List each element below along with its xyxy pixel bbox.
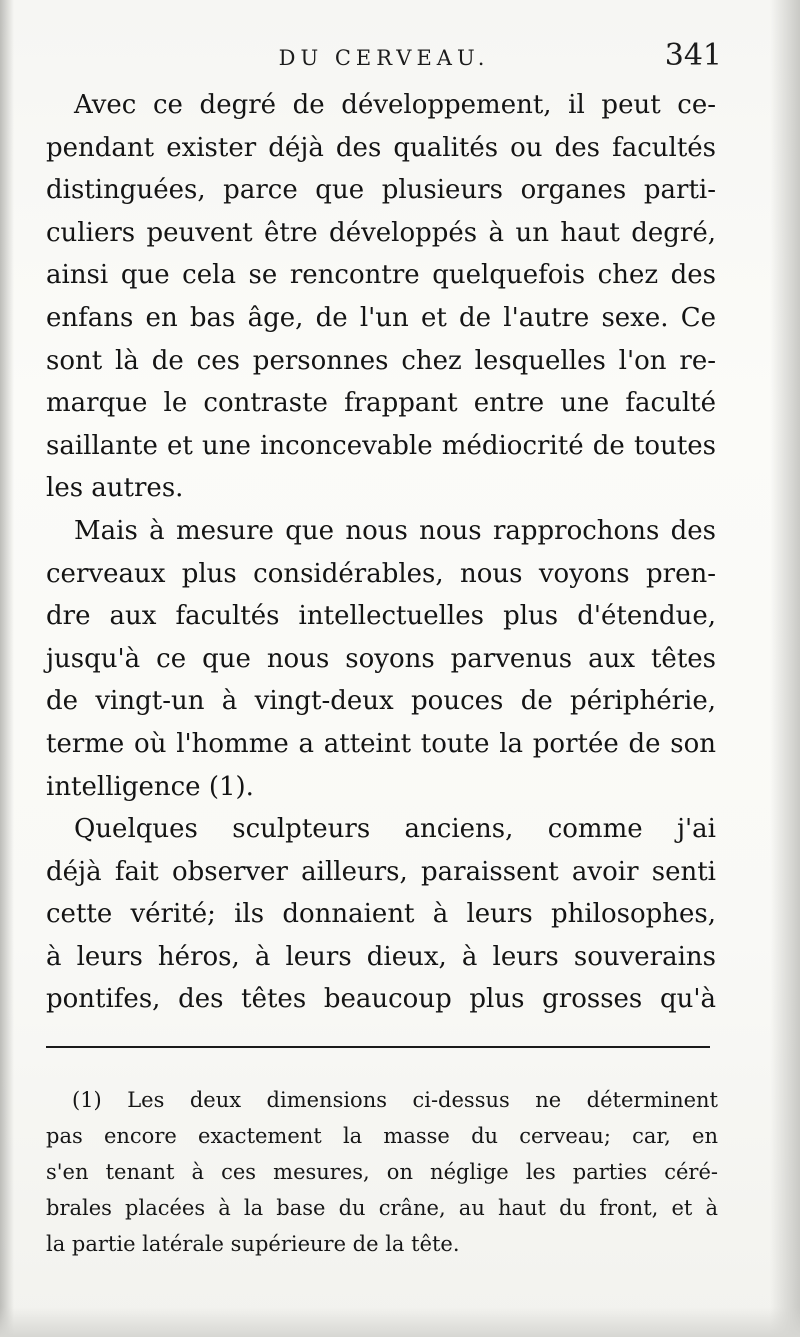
text-line: marque le contraste frappant entre une faculté (46, 388, 716, 419)
footnote-line: pas encore exactement la masse du cerveau; car, en (46, 1124, 718, 1148)
footnote-line: brales placées à la base du crâne, au haut du front, et à (46, 1196, 718, 1220)
text-line: pontifes, des têtes beaucoup plus grosses qu'à (46, 984, 716, 1015)
text-line: intelligence (1). (46, 771, 254, 802)
text-line: saillante et une inconcevable médiocrité de toutes (46, 430, 716, 461)
text-line: culiers peuvent être développés à un haut degré, (46, 217, 716, 248)
running-head (46, 38, 722, 78)
binding-shadow-left (0, 0, 14, 1337)
body-text (46, 84, 716, 1021)
text-line: dre aux facultés intellectuelles plus d'étendue, (46, 601, 716, 632)
text-line: les autres. (46, 473, 184, 504)
running-title: DU CERVEAU. (278, 46, 490, 70)
footnote-line: s'en tenant à ces mesures, on néglige les parties céré- (46, 1160, 718, 1184)
page-number: 341 (664, 38, 722, 73)
footnote-line: la partie latérale supérieure de la tête. (46, 1232, 460, 1256)
text-line: terme où l'homme a atteint toute la portée de son (46, 728, 716, 759)
text-line: Mais à mesure que nous nous rapprochons des (74, 515, 716, 546)
footnote-rule (46, 1046, 710, 1048)
text-line: à leurs héros, à leurs dieux, à leurs souverains (46, 941, 716, 972)
text-line: Quelques sculpteurs anciens, comme j'ai (74, 814, 716, 845)
text-line: déjà fait observer ailleurs, paraissent avoir senti (46, 856, 716, 887)
text-line: Avec ce degré de développement, il peut ce- (74, 90, 716, 120)
text-line: enfans en bas âge, de l'un et de l'autre sexe. Ce (46, 302, 716, 333)
footnote (46, 1082, 718, 1262)
text-line: jusqu'à ce que nous soyons parvenus aux têtes (46, 643, 716, 674)
text-line: cerveaux plus considérables, nous voyons pren- (46, 558, 716, 589)
page-edge-bottom (0, 1307, 800, 1337)
text-line: cette vérité; ils donnaient à leurs philosophes, (46, 899, 716, 930)
text-line: distinguées, parce que plusieurs organes parti- (46, 175, 716, 206)
page-edge-right (770, 0, 800, 1337)
text-line: ainsi que cela se rencontre quelquefois chez des (46, 260, 716, 291)
footnote-line: (1) Les deux dimensions ci-dessus ne déterminent (72, 1088, 718, 1112)
text-line: sont là de ces personnes chez lesquelles l'on re- (46, 345, 716, 376)
text-line: de vingt-un à vingt-deux pouces de périphérie, (46, 686, 716, 717)
text-line: pendant exister déjà des qualités ou des facultés (46, 132, 716, 163)
